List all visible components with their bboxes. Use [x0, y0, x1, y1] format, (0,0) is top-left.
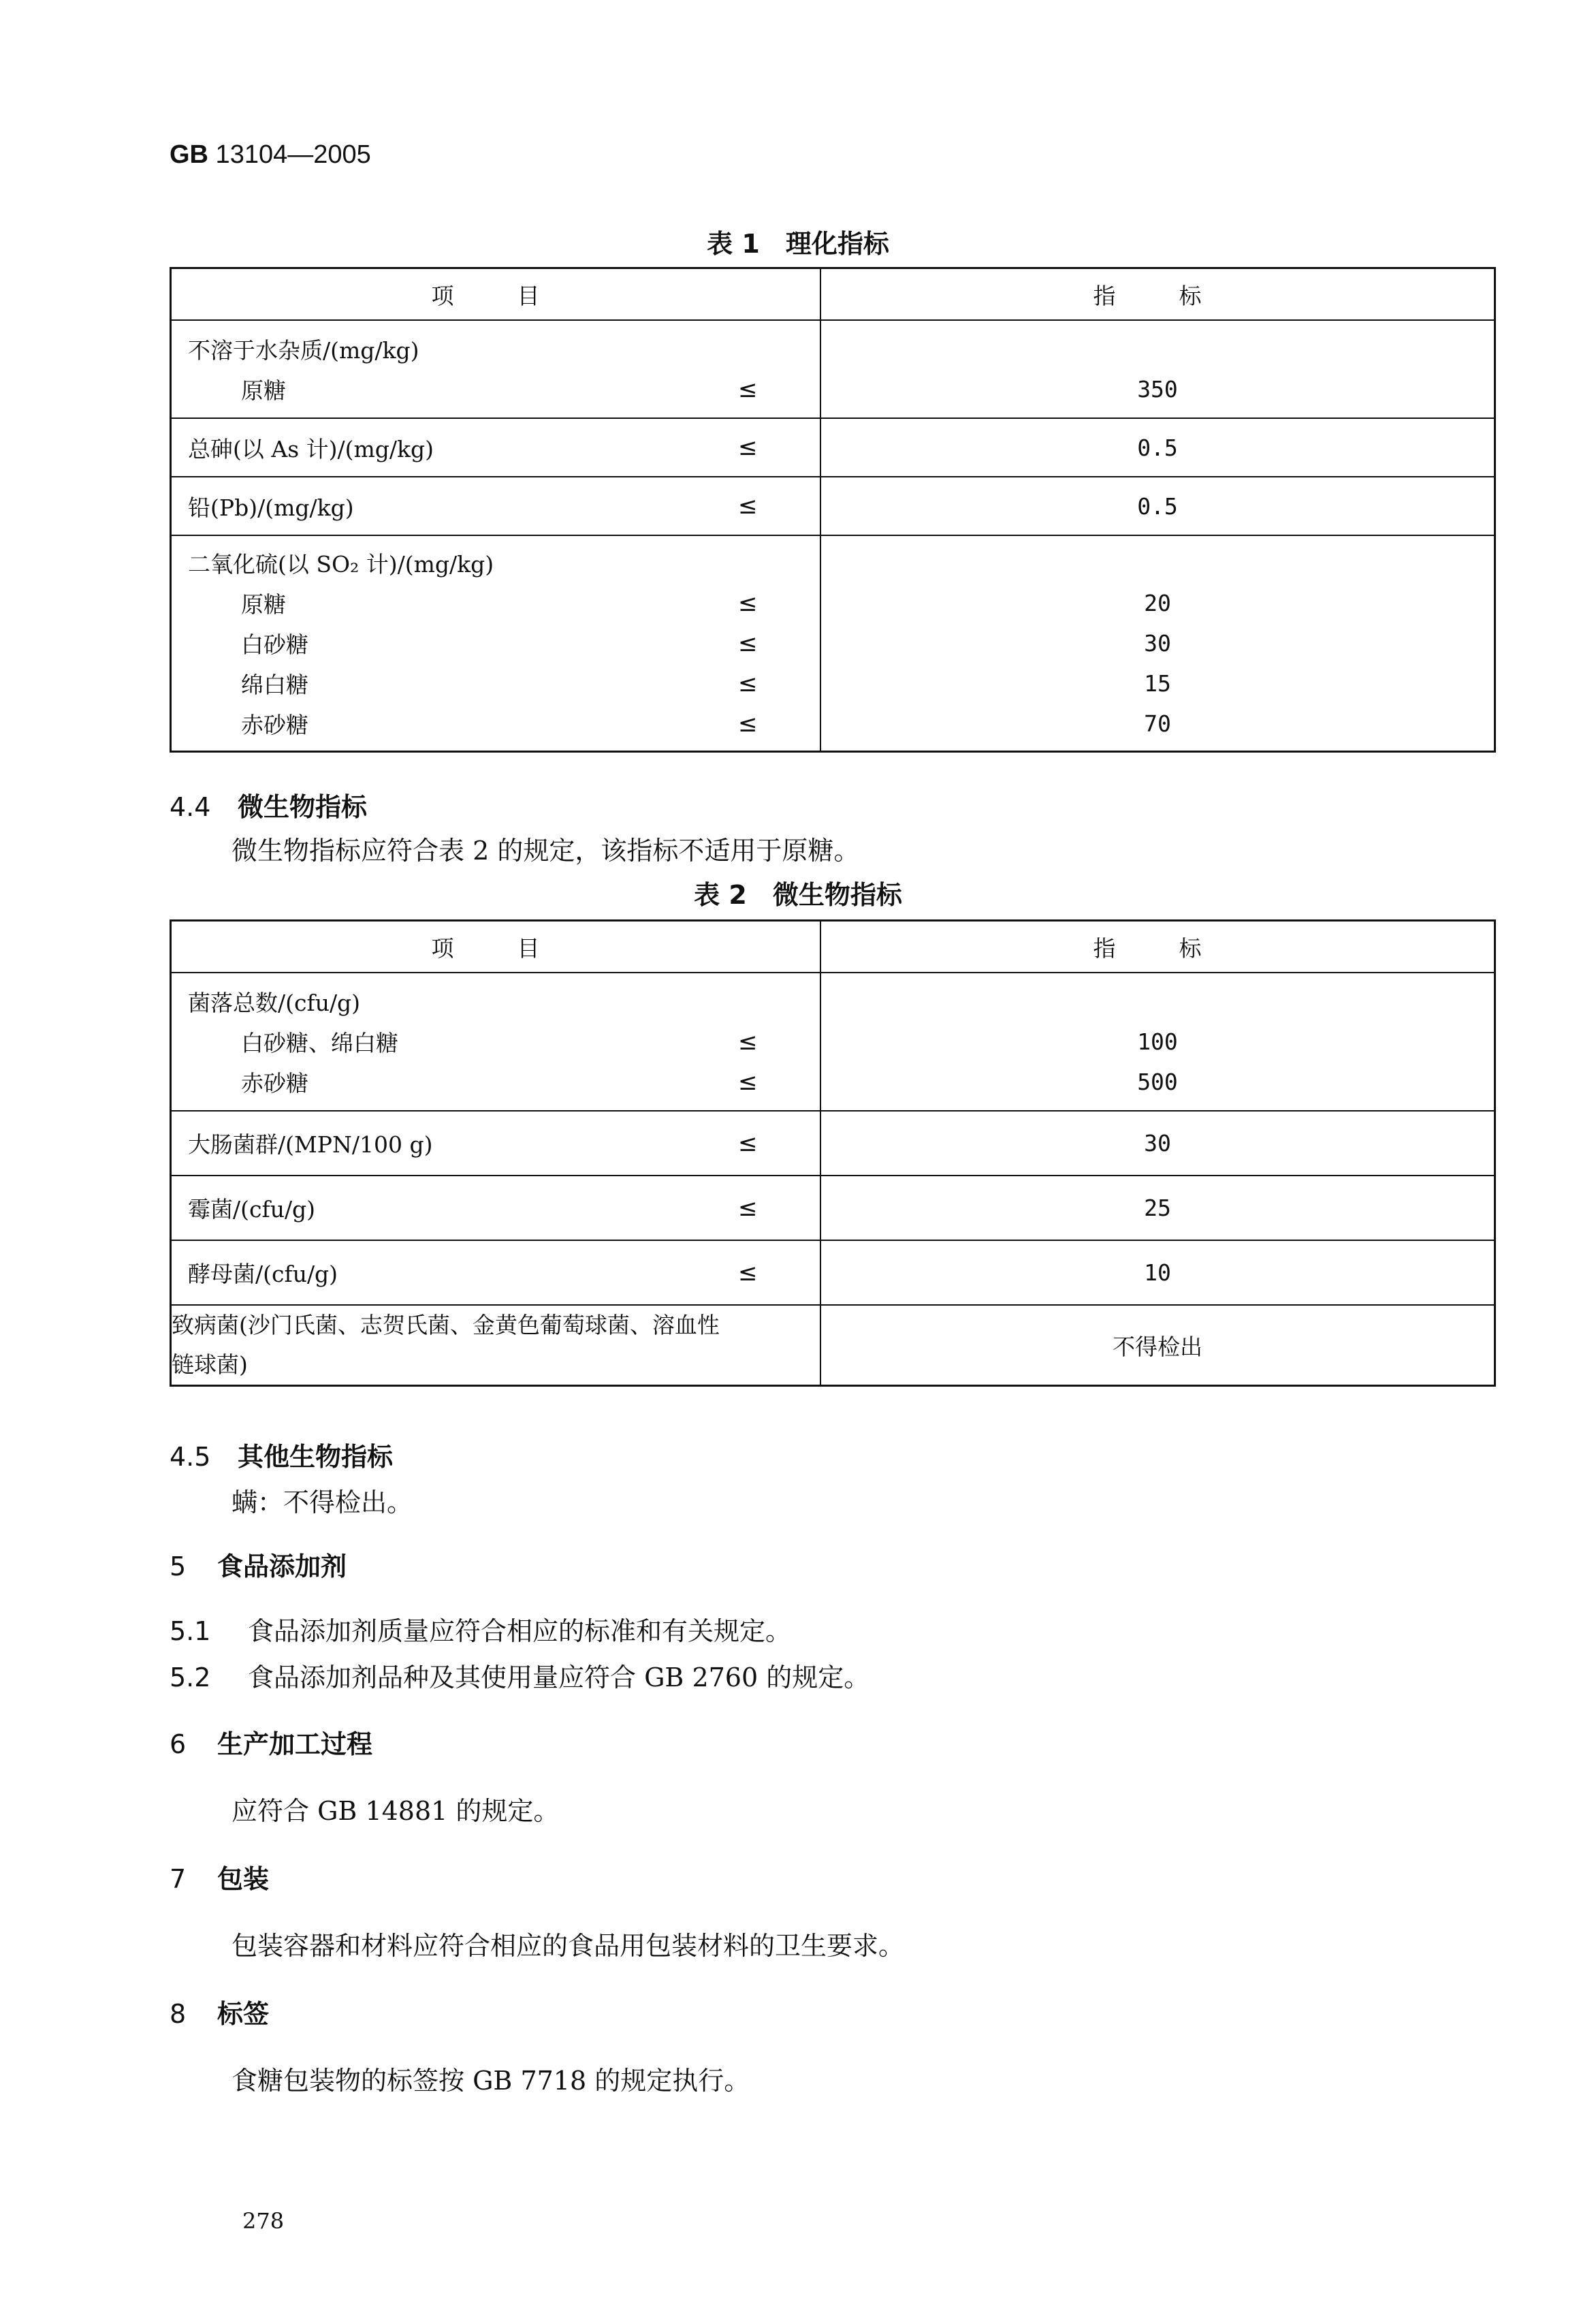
clause-5-2: 5.2 食品添加剂品种及其使用量应符合 GB 2760 的规定。	[170, 1663, 870, 1692]
row-label-line1: 致病菌(沙门氏菌、志贺氏菌、金黄色葡萄球菌、溶血性	[172, 1312, 720, 1338]
section-6-heading: 6 生产加工过程	[170, 1729, 373, 1759]
row-label: 铅(Pb)/(mg/kg)	[188, 494, 354, 521]
row-value: 70	[1144, 710, 1171, 737]
row-title: 不溶于水杂质/(mg/kg)	[188, 337, 419, 364]
table-row	[171, 1240, 1495, 1305]
row-label: 酵母菌/(cfu/g)	[188, 1261, 338, 1287]
table-row	[171, 1111, 1495, 1176]
leq-sign: ≤	[738, 434, 758, 461]
leq-sign: ≤	[738, 629, 758, 657]
row-title: 二氧化硫(以 SO₂ 计)/(mg/kg)	[188, 551, 494, 578]
row-value: 20	[1144, 590, 1171, 616]
row-value: 不得检出	[820, 1305, 1495, 1386]
leq-sign: ≤	[738, 1194, 758, 1222]
section-6-text: 应符合 GB 14881 的规定。	[232, 1796, 560, 1826]
table1-header-item: 项 目	[171, 268, 821, 321]
leq-sign: ≤	[738, 1028, 758, 1056]
row-label: 白砂糖	[241, 631, 308, 658]
row-label: 白砂糖、绵白糖	[241, 1030, 398, 1056]
section-7-heading: 7 包装	[170, 1864, 270, 1894]
table2-header-row	[171, 921, 1495, 973]
standard-code: GB 13104—2005	[170, 140, 371, 169]
leq-sign: ≤	[738, 589, 758, 617]
row-value: 30	[1144, 630, 1171, 657]
row-value: 100	[1137, 1028, 1178, 1055]
table2-caption: 表 2 微生物指标	[694, 880, 902, 910]
row-label: 赤砂糖	[241, 712, 308, 738]
row-value: 30	[820, 1111, 1495, 1176]
table1-header-row	[171, 268, 1495, 321]
table1-caption: 表 1 理化指标	[707, 229, 889, 259]
row-value: 25	[820, 1176, 1495, 1240]
row-value: 15	[1144, 670, 1171, 697]
row-value: 10	[820, 1240, 1495, 1305]
table2	[170, 919, 1496, 1387]
leq-sign: ≤	[738, 1068, 758, 1096]
table-row	[171, 1176, 1495, 1240]
table-row	[171, 535, 1495, 752]
table2-header-item: 项 目	[171, 921, 821, 973]
row-label: 绵白糖	[241, 672, 308, 698]
leq-sign: ≤	[738, 1129, 758, 1157]
page-number: 278	[242, 2208, 285, 2234]
table-row	[171, 1305, 1495, 1386]
row-value: 500	[1137, 1069, 1178, 1095]
clause-5-1: 5.1 食品添加剂质量应符合相应的标准和有关规定。	[170, 1616, 792, 1646]
table1-header-value: 指 标	[820, 268, 1495, 321]
table2-header-value: 指 标	[820, 921, 1495, 973]
section-7-text: 包装容器和材料应符合相应的食品用包装材料的卫生要求。	[232, 1931, 905, 1961]
row-label: 总砷(以 As 计)/(mg/kg)	[188, 435, 434, 462]
row-value: 0.5	[820, 477, 1495, 535]
table-row	[171, 477, 1495, 535]
section-8-text: 食糖包装物的标签按 GB 7718 的规定执行。	[232, 2066, 750, 2096]
table1	[170, 267, 1496, 753]
row-value: 0.5	[820, 418, 1495, 477]
leq-sign: ≤	[738, 669, 758, 697]
row-label: 原糖	[241, 591, 286, 618]
table-row	[171, 418, 1495, 477]
row-value: 350	[1137, 376, 1178, 403]
leq-sign: ≤	[738, 375, 758, 403]
leq-sign: ≤	[738, 1259, 758, 1287]
row-label: 赤砂糖	[241, 1070, 308, 1097]
table-row	[171, 320, 1495, 418]
section-8-heading: 8 标签	[170, 1999, 270, 2029]
section-4-5-text: 螨：不得检出。	[232, 1487, 413, 1517]
section-4-4-heading: 4.4 微生物指标	[170, 792, 368, 822]
section-5-heading: 5 食品添加剂	[170, 1551, 347, 1581]
leq-sign: ≤	[738, 492, 758, 520]
row-label: 大肠菌群/(MPN/100 g)	[188, 1131, 433, 1158]
row-label: 原糖	[241, 377, 286, 404]
leq-sign: ≤	[738, 710, 758, 738]
row-label: 霉菌/(cfu/g)	[188, 1196, 316, 1223]
table-row	[171, 973, 1495, 1111]
row-label-line2: 链球菌)	[172, 1351, 248, 1378]
row-title: 菌落总数/(cfu/g)	[188, 990, 361, 1016]
section-4-5-heading: 4.5 其他生物指标	[170, 1442, 394, 1472]
section-4-4-text: 微生物指标应符合表 2 的规定，该指标不适用于原糖。	[232, 836, 860, 866]
